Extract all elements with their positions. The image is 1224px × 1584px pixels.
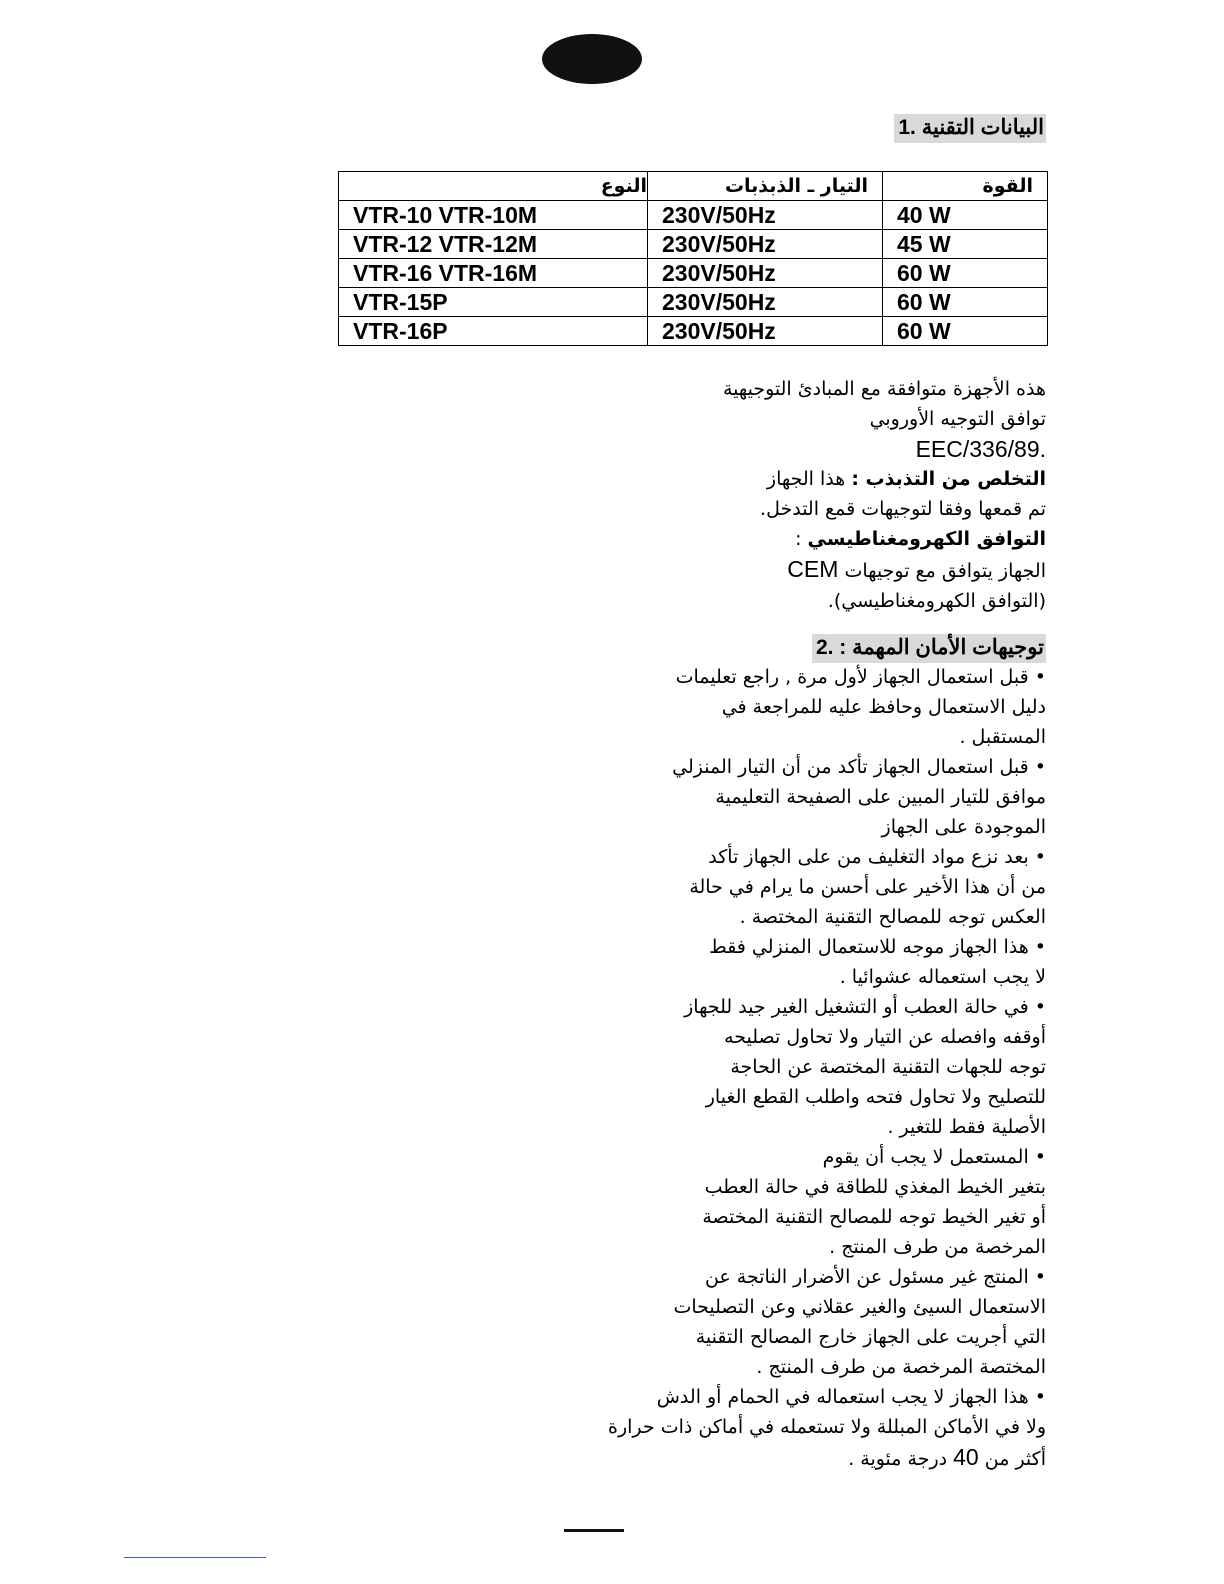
compliance-line: هذه الأجهزة متوافقة مع المبادئ التوجيهية <box>722 378 1046 400</box>
temp-before: أكثر من <box>984 1448 1046 1470</box>
safety-line: الموجودة على الجهاز <box>881 816 1046 838</box>
cell-type: VTR-12 VTR-12M <box>339 230 648 259</box>
emc-heading <box>723 524 1046 554</box>
table-header-row <box>339 172 1048 201</box>
page-number-line <box>564 1529 624 1532</box>
cell-type: VTR-10 VTR-10M <box>339 201 648 230</box>
safety-line: الاستعمال السيئ والغير عقلاني وعن التصليحات <box>673 1296 1046 1318</box>
cell-power: 40 W <box>883 201 1048 230</box>
header-current: التيار ـ الذبذبات <box>648 172 883 201</box>
safety-line: أو تغير الخيط توجه للمصالح التقنية المختصة <box>702 1206 1046 1228</box>
safety-line: العكس توجه للمصالح التقنية المختصة . <box>739 906 1046 928</box>
safety-line: للتصليح ولا تحاول فتحه واطلب القطع الغيار <box>705 1086 1046 1108</box>
emc-colon: : <box>795 528 802 550</box>
table-row <box>339 259 1048 288</box>
safety-line: دليل الاستعمال وحافظ عليه للمراجعة في <box>721 696 1046 718</box>
emc-label: التوافق الكهرومغناطيسي <box>807 528 1046 550</box>
safety-line: • هذا الجهاز موجه للاستعمال المنزلي فقط <box>709 936 1046 958</box>
cell-power: 60 W <box>883 288 1048 317</box>
interference-text: هذا الجهاز <box>766 468 846 490</box>
section-2-title: توجيهات الأمان المهمة : <box>839 636 1044 659</box>
page-marker-oval <box>542 34 642 84</box>
safety-line: بتغير الخيط المغذي للطاقة في حالة العطب <box>704 1176 1046 1198</box>
temp-after: درجة مئوية . <box>848 1448 948 1470</box>
compliance-block <box>723 374 1046 616</box>
safety-line: • المنتج غير مسئول عن الأضرار الناتجة عن <box>704 1266 1046 1288</box>
safety-line: • هذا الجهاز لا يجب استعماله في الحمام أو الدش <box>656 1386 1046 1408</box>
cell-current: 230V/50Hz <box>648 317 883 346</box>
table-row <box>339 230 1048 259</box>
safety-line: توجه للجهات التقنية المختصة عن الحاجة <box>730 1056 1046 1078</box>
safety-line: التي أجريت على الجهاز خارج المصالح التقنية <box>695 1326 1046 1348</box>
safety-line: المختصة المرخصة من طرف المنتج . <box>756 1356 1046 1378</box>
interference-line-2: تم قمعها وفقا لتوجيهات قمع التدخل. <box>760 498 1046 520</box>
safety-line-last <box>608 1442 1046 1474</box>
cell-type: VTR-15P <box>339 288 648 317</box>
cell-current: 230V/50Hz <box>648 288 883 317</box>
cell-type: VTR-16P <box>339 317 648 346</box>
safety-instructions <box>608 662 1046 1474</box>
table-row <box>339 201 1048 230</box>
safety-line: • المستعمل لا يجب أن يقوم <box>822 1146 1046 1168</box>
safety-line: • قبل استعمال الجهاز لأول مرة , راجع تعليمات <box>675 666 1046 688</box>
header-power: القوة <box>883 172 1048 201</box>
section-2-heading <box>812 634 1046 663</box>
cell-power: 45 W <box>883 230 1048 259</box>
safety-line: أوقفه وافصله عن التيار ولا تحاول تصليحه <box>724 1026 1046 1048</box>
specs-table <box>338 171 1048 346</box>
emc-text: الجهاز يتوافق مع توجيهات <box>844 560 1046 582</box>
safety-line: لا يجب استعماله عشوائيا . <box>839 966 1046 988</box>
safety-line: • قبل استعمال الجهاز تأكد من أن التيار المنزلي <box>672 756 1046 778</box>
safety-line: الأصلية فقط للتغير . <box>887 1116 1046 1138</box>
header-type: النوع <box>339 172 648 201</box>
cell-power: 60 W <box>883 259 1048 288</box>
safety-line: من أن هذا الأخير على أحسن ما يرام في حالة <box>689 876 1046 898</box>
section-1-title: البيانات التقنية <box>921 116 1044 139</box>
interference-line <box>723 464 1046 494</box>
section-1-number: 1. <box>898 116 916 139</box>
compliance-line: توافق التوجيه الأوروبي <box>869 408 1046 430</box>
safety-line: المستقبل . <box>959 726 1046 748</box>
emc-code: CEM <box>787 556 839 582</box>
section-1-heading <box>894 114 1046 143</box>
safety-line: المرخصة من طرف المنتج . <box>829 1236 1046 1258</box>
cell-current: 230V/50Hz <box>648 230 883 259</box>
temp-number: 40 <box>953 1444 979 1470</box>
safety-line: • في حالة العطب أو التشغيل الغير جيد للجهاز <box>684 996 1046 1018</box>
section-2-number: 2. <box>815 636 834 659</box>
emc-line <box>723 554 1046 586</box>
cell-power: 60 W <box>883 317 1048 346</box>
cell-current: 230V/50Hz <box>648 259 883 288</box>
cell-type: VTR-16 VTR-16M <box>339 259 648 288</box>
interference-label: التخلص من التذبذب : <box>851 468 1046 490</box>
directive-code: EEC/336/89. <box>915 436 1046 462</box>
footer-link-line <box>124 1557 266 1558</box>
table-row <box>339 317 1048 346</box>
cell-current: 230V/50Hz <box>648 201 883 230</box>
safety-line: ولا في الأماكن المبللة ولا تستعمله في أماكن ذات حرارة <box>608 1416 1046 1438</box>
safety-line: موافق للتيار المبين على الصفيحة التعليمية <box>715 786 1046 808</box>
safety-line: • بعد نزع مواد التغليف من على الجهاز تأكد <box>708 846 1046 868</box>
emc-line-2: (التوافق الكهرومغناطيسي). <box>827 590 1046 612</box>
table-row <box>339 288 1048 317</box>
